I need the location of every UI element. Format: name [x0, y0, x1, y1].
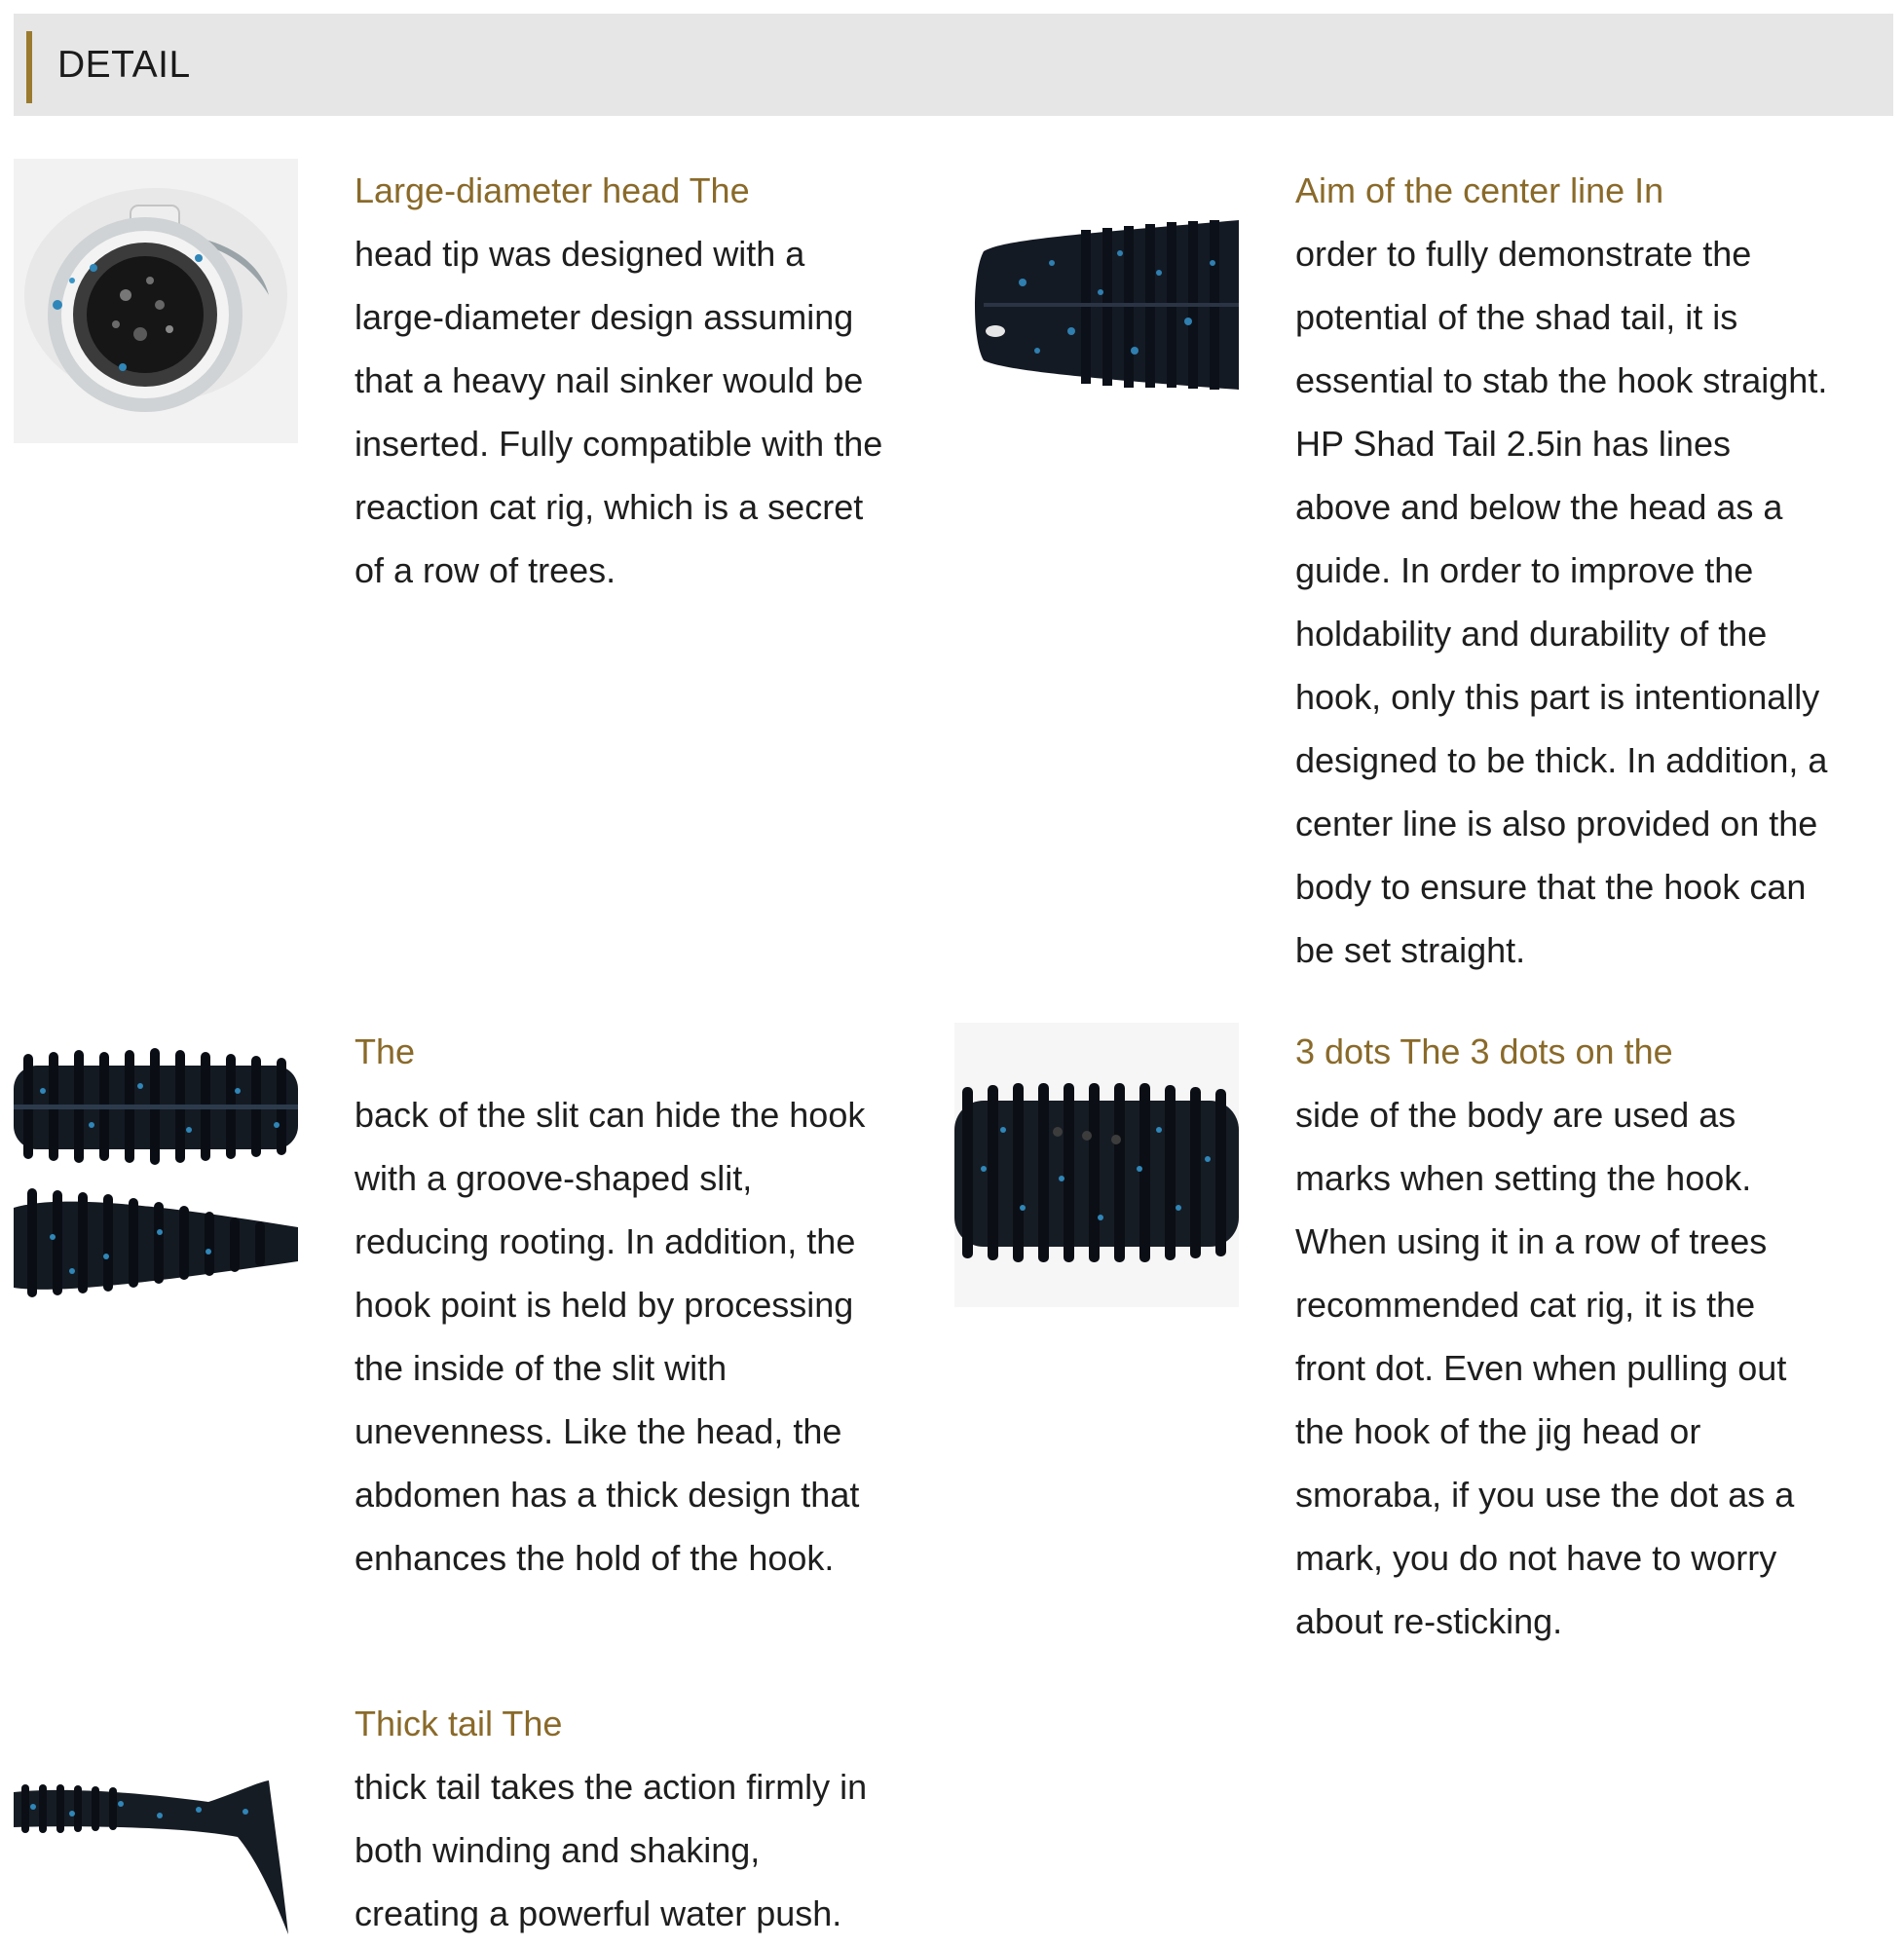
item-description: thick tail takes the action firmly in both winding and shaking, creating a powerful water push.	[355, 1767, 868, 1933]
worm-slit-back-view-icon	[14, 1032, 298, 1305]
worm-head-side-view-icon	[964, 205, 1239, 399]
item-title: Aim of the center line In	[1295, 170, 1664, 210]
section-header	[14, 14, 1893, 116]
section-title: DETAIL	[57, 44, 191, 86]
item-description: side of the body are used as marks when setting the hook. When using it in a row of trees recommended cat rig, it is the front dot. Even when pulling out the hook of the jig head or smoraba, if you use the dot as a mark, you do not have to worry about re-sticking.	[1295, 1095, 1795, 1641]
worm-head-front-view-icon	[14, 159, 298, 443]
worm-body-dots-view-icon	[954, 1023, 1239, 1307]
item-description: back of the slit can hide the hook with a groove-shaped slit, reducing rooting. In addition, the hook point is held by processing the inside of the slit with unevenness. Like the head, the abdomen has a thick design that enhances the hold of the hook.	[355, 1095, 866, 1578]
header-accent-bar	[26, 31, 32, 103]
item-description: head tip was designed with a large-diameter design assuming that a heavy nail sinker would be inserted. Fully compatible with the reaction cat rig, which is a secret of a row of trees.	[355, 234, 883, 590]
item-title: Thick tail The	[355, 1704, 563, 1743]
item-description: order to fully demonstrate the potential of the shad tail, it is essential to stab the hook straight. HP Shad Tail 2.5in has lines above and below the head as a guide. In order to improve the holdability and durability of the hook, only this part is intentionally designed to be thick. In addition, a center line is also provided on the body to ensure that the hook can be set straight.	[1295, 234, 1828, 970]
item-title: Large-diameter head The	[355, 170, 750, 210]
worm-thick-tail-view-icon	[14, 1753, 298, 1948]
item-title: 3 dots The 3 dots on the	[1295, 1031, 1673, 1071]
item-title: The	[355, 1031, 416, 1071]
